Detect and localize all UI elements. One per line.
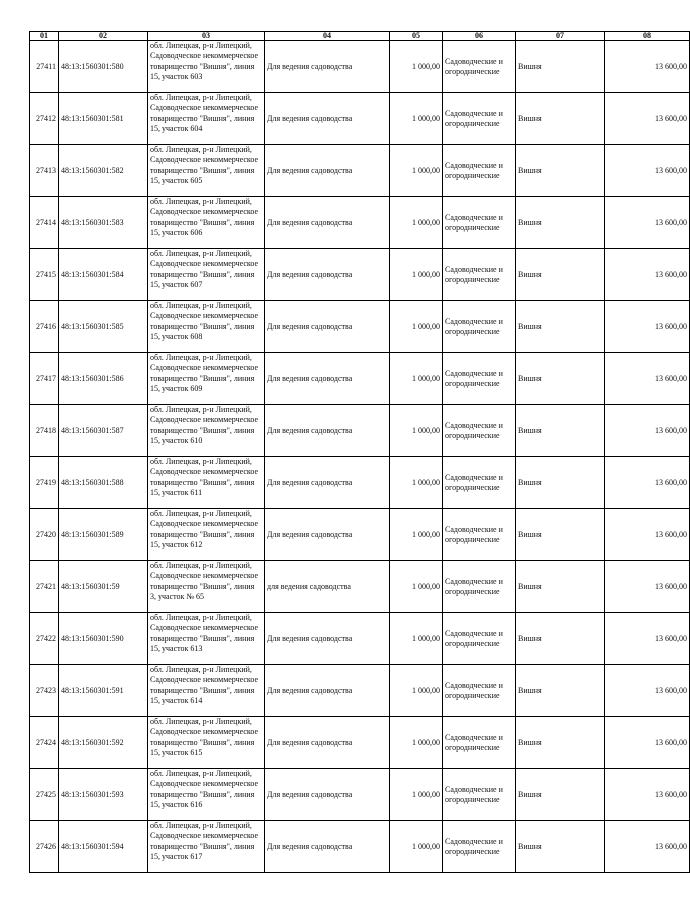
area-cell: 1 000,00 xyxy=(390,821,443,873)
land-category-cell: Садоводческие и огороднические xyxy=(443,41,516,93)
cadastral-value-cell: 13 600,00 xyxy=(605,353,690,405)
area-cell: 1 000,00 xyxy=(390,41,443,93)
area-cell: 1 000,00 xyxy=(390,665,443,717)
cadastral-number-cell: 48:13:1560301:59 xyxy=(59,561,148,613)
partnership-name-cell: Вишня xyxy=(516,821,605,873)
cadastral-value-cell: 13 600,00 xyxy=(605,301,690,353)
land-category-cell: Садоводческие и огороднические xyxy=(443,197,516,249)
partnership-name-cell: Вишня xyxy=(516,509,605,561)
table-row xyxy=(30,405,690,457)
permitted-use-cell: Для ведения садоводства xyxy=(265,665,390,717)
cadastral-number-cell: 48:13:1560301:581 xyxy=(59,93,148,145)
cadastral-number-cell: 48:13:1560301:592 xyxy=(59,717,148,769)
table-row xyxy=(30,41,690,93)
cadastral-value-cell: 13 600,00 xyxy=(605,769,690,821)
table-row xyxy=(30,353,690,405)
permitted-use-cell: Для ведения садоводства xyxy=(265,41,390,93)
permitted-use-cell: Для ведения садоводства xyxy=(265,249,390,301)
cadastral-number-cell: 48:13:1560301:589 xyxy=(59,509,148,561)
address-cell xyxy=(148,197,265,249)
address-cell xyxy=(148,93,265,145)
land-category-cell: Садоводческие и огороднические xyxy=(443,665,516,717)
cadastral-value-cell: 13 600,00 xyxy=(605,509,690,561)
land-category-cell: Садоводческие и огороднические xyxy=(443,717,516,769)
partnership-name-cell: Вишня xyxy=(516,93,605,145)
land-category-cell: Садоводческие и огороднические xyxy=(443,561,516,613)
land-category-cell: Садоводческие и огороднические xyxy=(443,613,516,665)
land-category-cell: Садоводческие и огороднические xyxy=(443,509,516,561)
row-number-cell: 27412 xyxy=(30,93,59,145)
row-number-cell: 27419 xyxy=(30,457,59,509)
table-row xyxy=(30,301,690,353)
address-text: обл. Липецкая, р-н Липецкий, Садоводческое некоммерческое товарищество "Вишня", линия 15, участок 604 xyxy=(150,93,259,133)
cadastral-value-cell: 13 600,00 xyxy=(605,717,690,769)
table-row xyxy=(30,457,690,509)
address-cell xyxy=(148,717,265,769)
permitted-use-cell: Для ведения садоводства xyxy=(265,509,390,561)
partnership-name-cell: Вишня xyxy=(516,665,605,717)
address-text: обл. Липецкая, р-н Липецкий, Садоводческое некоммерческое товарищество "Вишня", линия 15, участок 616 xyxy=(150,769,259,809)
cadastral-number-cell: 48:13:1560301:582 xyxy=(59,145,148,197)
permitted-use-cell: Для ведения садоводства xyxy=(265,769,390,821)
cadastral-value-cell: 13 600,00 xyxy=(605,405,690,457)
land-category-cell: Садоводческие и огороднические xyxy=(443,405,516,457)
address-text: обл. Липецкая, р-н Липецкий, Садоводческое некоммерческое товарищество "Вишня", линия 15, участок 607 xyxy=(150,249,259,289)
table-row xyxy=(30,197,690,249)
row-number-cell: 27417 xyxy=(30,353,59,405)
cadastral-number-cell: 48:13:1560301:585 xyxy=(59,301,148,353)
header-row xyxy=(30,32,690,41)
cadastral-number-cell: 48:13:1560301:587 xyxy=(59,405,148,457)
address-text: обл. Липецкая, р-н Липецкий, Садоводческое некоммерческое товарищество "Вишня", линия 15, участок 612 xyxy=(150,509,259,549)
table-row xyxy=(30,145,690,197)
address-text: обл. Липецкая, р-н Липецкий, Садоводческое некоммерческое товарищество "Вишня", линия 15, участок 613 xyxy=(150,613,259,653)
cadastral-number-cell: 48:13:1560301:593 xyxy=(59,769,148,821)
address-cell xyxy=(148,821,265,873)
cadastral-number-cell: 48:13:1560301:583 xyxy=(59,197,148,249)
cadastral-value-cell: 13 600,00 xyxy=(605,561,690,613)
row-number-cell: 27418 xyxy=(30,405,59,457)
address-text: обл. Липецкая, р-н Липецкий, Садоводческое некоммерческое товарищество "Вишня", линия 15, участок 609 xyxy=(150,353,259,393)
address-cell xyxy=(148,249,265,301)
address-cell xyxy=(148,301,265,353)
address-cell xyxy=(148,41,265,93)
cadastral-number-cell: 48:13:1560301:591 xyxy=(59,665,148,717)
permitted-use-cell: Для ведения садоводства xyxy=(265,353,390,405)
row-number-cell: 27422 xyxy=(30,613,59,665)
permitted-use-cell: Для ведения садоводства xyxy=(265,93,390,145)
land-category-cell: Садоводческие и огороднические xyxy=(443,145,516,197)
row-number-cell: 27414 xyxy=(30,197,59,249)
cadastral-number-cell: 48:13:1560301:584 xyxy=(59,249,148,301)
row-number-cell: 27416 xyxy=(30,301,59,353)
cadastral-number-cell: 48:13:1560301:594 xyxy=(59,821,148,873)
address-text: обл. Липецкая, р-н Липецкий, Садоводческое некоммерческое товарищество "Вишня", линия 15, участок 615 xyxy=(150,717,259,757)
area-cell: 1 000,00 xyxy=(390,197,443,249)
permitted-use-cell: для ведения садоводства xyxy=(265,561,390,613)
area-cell: 1 000,00 xyxy=(390,717,443,769)
address-cell xyxy=(148,509,265,561)
address-cell xyxy=(148,145,265,197)
partnership-name-cell: Вишня xyxy=(516,41,605,93)
table-header xyxy=(30,32,690,41)
area-cell: 1 000,00 xyxy=(390,457,443,509)
address-text: обл. Липецкая, р-н Липецкий, Садоводческое некоммерческое товарищество "Вишня", линия 15, участок 605 xyxy=(150,145,259,185)
address-text: обл. Липецкая, р-н Липецкий, Садоводческое некоммерческое товарищество "Вишня", линия 15, участок 608 xyxy=(150,301,259,341)
area-cell: 1 000,00 xyxy=(390,249,443,301)
row-number-cell: 27426 xyxy=(30,821,59,873)
land-category-cell: Садоводческие и огороднические xyxy=(443,93,516,145)
address-text: обл. Липецкая, р-н Липецкий, Садоводческое некоммерческое товарищество "Вишня", линия 15, участок 617 xyxy=(150,821,259,861)
partnership-name-cell: Вишня xyxy=(516,405,605,457)
row-number-cell: 27421 xyxy=(30,561,59,613)
area-cell: 1 000,00 xyxy=(390,769,443,821)
row-number-cell: 27424 xyxy=(30,717,59,769)
cadastral-value-cell: 13 600,00 xyxy=(605,457,690,509)
address-text: обл. Липецкая, р-н Липецкий, Садоводческое некоммерческое товарищество "Вишня", линия 3, участок № 65 xyxy=(150,561,259,601)
land-category-cell: Садоводческие и огороднические xyxy=(443,769,516,821)
area-cell: 1 000,00 xyxy=(390,613,443,665)
table-row xyxy=(30,249,690,301)
table-row xyxy=(30,509,690,561)
cadastral-value-cell: 13 600,00 xyxy=(605,93,690,145)
table-body xyxy=(30,41,690,873)
table-row xyxy=(30,821,690,873)
cadastral-value-cell: 13 600,00 xyxy=(605,197,690,249)
partnership-name-cell: Вишня xyxy=(516,717,605,769)
partnership-name-cell: Вишня xyxy=(516,613,605,665)
partnership-name-cell: Вишня xyxy=(516,249,605,301)
table-row xyxy=(30,613,690,665)
partnership-name-cell: Вишня xyxy=(516,769,605,821)
cadastral-number-cell: 48:13:1560301:590 xyxy=(59,613,148,665)
cadastral-value-cell: 13 600,00 xyxy=(605,665,690,717)
header-cell-06: 06 xyxy=(443,32,516,41)
header-cell-08: 08 xyxy=(605,32,690,41)
header-cell-04: 04 xyxy=(265,32,390,41)
area-cell: 1 000,00 xyxy=(390,561,443,613)
cadastral-value-cell: 13 600,00 xyxy=(605,249,690,301)
row-number-cell: 27425 xyxy=(30,769,59,821)
table-row xyxy=(30,717,690,769)
land-category-cell: Садоводческие и огороднические xyxy=(443,301,516,353)
area-cell: 1 000,00 xyxy=(390,353,443,405)
row-number-cell: 27420 xyxy=(30,509,59,561)
partnership-name-cell: Вишня xyxy=(516,561,605,613)
table-row xyxy=(30,561,690,613)
land-register-table xyxy=(29,31,690,873)
permitted-use-cell: Для ведения садоводства xyxy=(265,301,390,353)
partnership-name-cell: Вишня xyxy=(516,301,605,353)
permitted-use-cell: Для ведения садоводства xyxy=(265,145,390,197)
address-cell xyxy=(148,665,265,717)
permitted-use-cell: Для ведения садоводства xyxy=(265,613,390,665)
permitted-use-cell: Для ведения садоводства xyxy=(265,405,390,457)
permitted-use-cell: Для ведения садоводства xyxy=(265,197,390,249)
address-text: обл. Липецкая, р-н Липецкий, Садоводческое некоммерческое товарищество "Вишня", линия 15, участок 603 xyxy=(150,41,259,81)
header-cell-03: 03 xyxy=(148,32,265,41)
cadastral-value-cell: 13 600,00 xyxy=(605,145,690,197)
partnership-name-cell: Вишня xyxy=(516,353,605,405)
address-text: обл. Липецкая, р-н Липецкий, Садоводческое некоммерческое товарищество "Вишня", линия 15, участок 606 xyxy=(150,197,259,237)
area-cell: 1 000,00 xyxy=(390,405,443,457)
address-cell xyxy=(148,457,265,509)
land-category-cell: Садоводческие и огороднические xyxy=(443,821,516,873)
partnership-name-cell: Вишня xyxy=(516,197,605,249)
header-cell-02: 02 xyxy=(59,32,148,41)
row-number-cell: 27415 xyxy=(30,249,59,301)
land-category-cell: Садоводческие и огороднические xyxy=(443,353,516,405)
header-cell-05: 05 xyxy=(390,32,443,41)
table-row xyxy=(30,93,690,145)
cadastral-value-cell: 13 600,00 xyxy=(605,41,690,93)
area-cell: 1 000,00 xyxy=(390,145,443,197)
address-text: обл. Липецкая, р-н Липецкий, Садоводческое некоммерческое товарищество "Вишня", линия 15, участок 610 xyxy=(150,405,259,445)
permitted-use-cell: Для ведения садоводства xyxy=(265,717,390,769)
land-category-cell: Садоводческие и огороднические xyxy=(443,249,516,301)
address-cell xyxy=(148,353,265,405)
row-number-cell: 27411 xyxy=(30,41,59,93)
cadastral-value-cell: 13 600,00 xyxy=(605,613,690,665)
table-row xyxy=(30,769,690,821)
cadastral-number-cell: 48:13:1560301:588 xyxy=(59,457,148,509)
cadastral-number-cell: 48:13:1560301:580 xyxy=(59,41,148,93)
address-text: обл. Липецкая, р-н Липецкий, Садоводческое некоммерческое товарищество "Вишня", линия 15, участок 611 xyxy=(150,457,259,497)
address-cell xyxy=(148,561,265,613)
header-cell-07: 07 xyxy=(516,32,605,41)
address-cell xyxy=(148,769,265,821)
permitted-use-cell: Для ведения садоводства xyxy=(265,457,390,509)
row-number-cell: 27423 xyxy=(30,665,59,717)
address-cell xyxy=(148,613,265,665)
row-number-cell: 27413 xyxy=(30,145,59,197)
area-cell: 1 000,00 xyxy=(390,509,443,561)
address-text: обл. Липецкая, р-н Липецкий, Садоводческое некоммерческое товарищество "Вишня", линия 15, участок 614 xyxy=(150,665,259,705)
table-row xyxy=(30,665,690,717)
cadastral-number-cell: 48:13:1560301:586 xyxy=(59,353,148,405)
area-cell: 1 000,00 xyxy=(390,93,443,145)
header-cell-01: 01 xyxy=(30,32,59,41)
permitted-use-cell: Для ведения садоводства xyxy=(265,821,390,873)
cadastral-value-cell: 13 600,00 xyxy=(605,821,690,873)
land-category-cell: Садоводческие и огороднические xyxy=(443,457,516,509)
partnership-name-cell: Вишня xyxy=(516,457,605,509)
partnership-name-cell: Вишня xyxy=(516,145,605,197)
address-cell xyxy=(148,405,265,457)
area-cell: 1 000,00 xyxy=(390,301,443,353)
